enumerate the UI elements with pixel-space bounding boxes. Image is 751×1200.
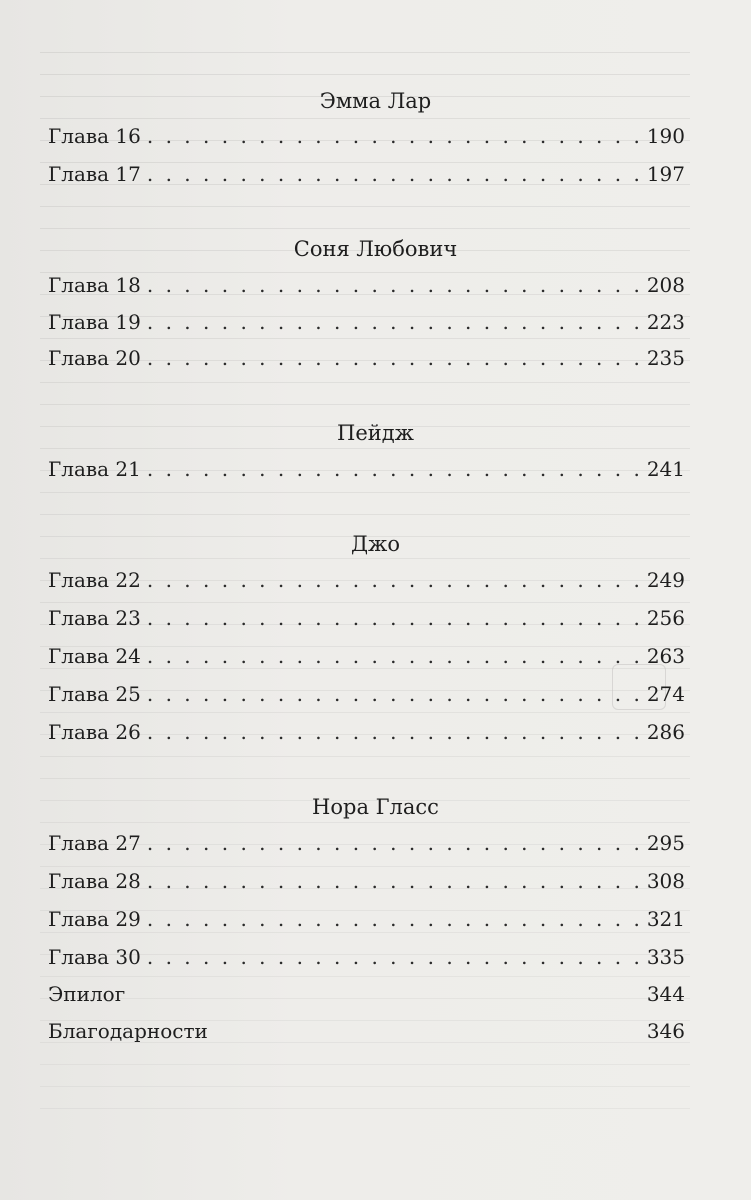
toc-entry-label: Эпилог [48,982,126,1006]
section-heading-sonya: Соня Любович [293,237,458,261]
dot-leader [147,121,641,151]
toc-entry-label: Глава 23 [48,606,141,630]
toc-entry [48,454,685,484]
toc-entry-page: 335 [646,945,685,969]
toc-entry-page: 256 [646,606,685,630]
section-heading-emma: Эмма Лар [319,89,432,113]
toc-entry-page: 274 [646,682,685,706]
dot-leader [147,904,641,934]
toc-entry-label: Глава 25 [48,682,141,706]
section-heading-jo: Джо [350,532,401,556]
toc-entry [48,565,685,595]
toc-entry-label: Глава 18 [48,273,141,297]
section-heading-paige: Пейдж [337,421,414,445]
toc-entry [48,866,685,896]
toc-entry [48,121,685,151]
toc-entry-label: Глава 20 [48,346,141,370]
toc-entry [48,343,685,373]
section-heading-nora: Нора Гласс [312,795,439,819]
toc-entry-label: Глава 28 [48,869,141,893]
toc-entry [48,828,685,858]
toc-entry [48,307,685,337]
toc-entry-page: 344 [646,982,685,1006]
dot-leader [147,679,641,709]
toc-entry-page: 190 [646,124,685,148]
toc-entry-label: Глава 16 [48,124,141,148]
toc-entry [48,979,685,1009]
toc-entry-label: Глава 22 [48,568,141,592]
dot-leader [147,942,641,972]
toc-entry [48,270,685,300]
dot-leader [147,454,641,484]
toc-entry [48,603,685,633]
toc-entry-label: Глава 24 [48,644,141,668]
dot-leader [147,717,641,747]
toc-entry-label: Глава 19 [48,310,141,334]
toc-entry-label: Глава 17 [48,162,141,186]
toc-entry-page: 223 [646,310,685,334]
toc-entry-page: 346 [646,1019,685,1043]
toc-entry-page: 241 [646,457,685,481]
toc-entry-label: Благодарности [48,1019,208,1043]
dot-leader [147,565,641,595]
toc-entry-page: 286 [646,720,685,744]
dot-leader [147,343,641,373]
toc-entry-page: 295 [646,831,685,855]
toc-entry [48,904,685,934]
toc-entry [48,942,685,972]
toc-entry [48,717,685,747]
toc-entry-label: Глава 21 [48,457,141,481]
toc-entry-page: 308 [646,869,685,893]
toc-entry-page: 321 [646,907,685,931]
toc-entry [48,641,685,671]
toc-entry-label: Глава 26 [48,720,141,744]
toc-entry [48,679,685,709]
toc-entry-page: 208 [646,273,685,297]
dot-leader [147,641,641,671]
toc-entry-label: Глава 27 [48,831,141,855]
toc-entry-label: Глава 30 [48,945,141,969]
dot-leader [147,866,641,896]
toc-entry-page: 197 [646,162,685,186]
dot-leader [147,603,641,633]
dot-leader [147,828,641,858]
dot-leader [147,307,641,337]
dot-leader [147,270,641,300]
dot-leader [147,159,641,189]
toc-entry-page: 263 [646,644,685,668]
toc-entry-page: 235 [646,346,685,370]
toc-entry-page: 249 [646,568,685,592]
toc-entry [48,159,685,189]
toc-entry-label: Глава 29 [48,907,141,931]
toc-entry [48,1016,685,1046]
